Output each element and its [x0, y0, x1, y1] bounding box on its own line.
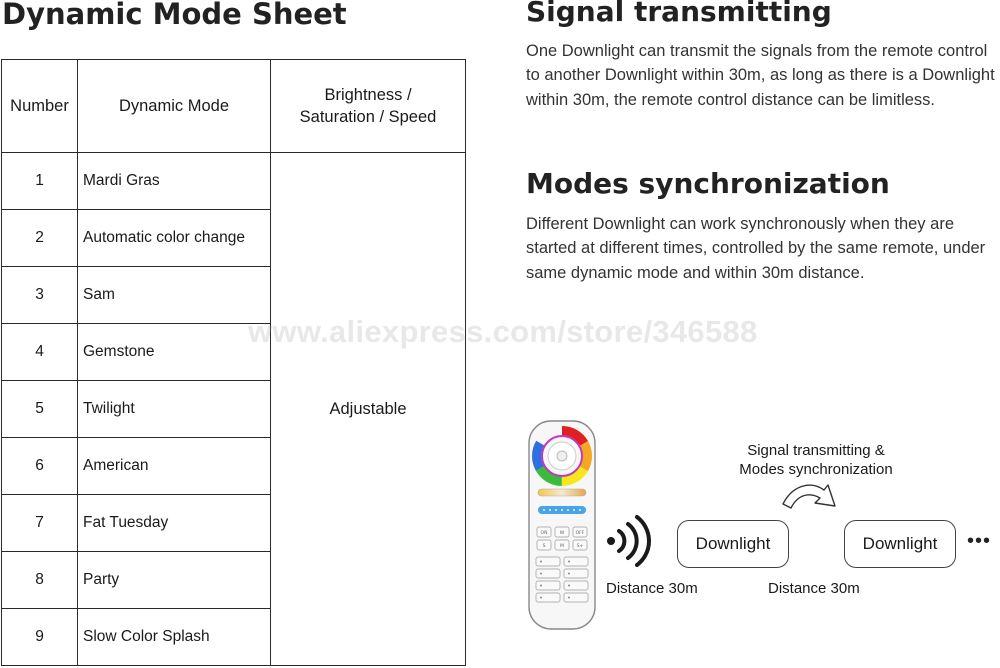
color-temperature-slider [538, 489, 586, 496]
remote-button-off: OFF [575, 531, 585, 536]
modes-synchronization-text: Different Downlight can work synchronously when they are started at different times, controlled by the same remote, under same dynamic mode and within 30m distance. [526, 215, 986, 282]
signal-transmitting-title: Signal transmitting [526, 0, 832, 28]
sheet-title: Dynamic Mode Sheet [2, 0, 347, 31]
row-mode: Gemstone [78, 324, 271, 381]
remote-button-sp: S+ [576, 544, 584, 549]
curved-arrow-icon [780, 478, 842, 520]
row-mode: Sam [78, 267, 271, 324]
downlight-label-1: Downlight [695, 534, 771, 553]
row-number: 3 [2, 267, 78, 324]
row-number: 1 [2, 153, 78, 210]
store-watermark: www.aliexpress.com/store/346588 [248, 314, 758, 349]
downlight-box-1 [677, 520, 789, 568]
remote-button-m: M [560, 544, 564, 549]
row-number: 4 [2, 324, 78, 381]
table-header-row [2, 60, 466, 153]
sync-label [726, 441, 906, 479]
row-number: 2 [2, 210, 78, 267]
row-mode: Twilight [78, 381, 271, 438]
downlight-box-2 [844, 520, 956, 568]
header-settings-line1: Brightness / [324, 86, 412, 104]
header-number: Number [2, 60, 78, 153]
row-mode: American [78, 438, 271, 495]
sync-label-line2: Modes synchronization [739, 461, 893, 478]
remote-button-s: S [542, 544, 546, 549]
header-dynamic-mode: Dynamic Mode [78, 60, 271, 153]
adjustable-cell: Adjustable [271, 153, 466, 666]
remote-button-w: W [559, 531, 565, 536]
row-number: 5 [2, 381, 78, 438]
row-mode: Mardi Gras [78, 153, 271, 210]
remote-button-on: ON [540, 531, 548, 536]
row-number: 6 [2, 438, 78, 495]
row-mode: Fat Tuesday [78, 495, 271, 552]
row-number: 7 [2, 495, 78, 552]
row-mode: Slow Color Splash [78, 609, 271, 666]
row-number: 8 [2, 552, 78, 609]
row-number: 9 [2, 609, 78, 666]
signal-transmitting-text: One Downlight can transmit the signals from the remote control to another Downlight within 30m, as long as there is a Downlight within 30m, the remote control distance can be limitless. [526, 42, 995, 109]
header-brightness-saturation-speed [271, 60, 466, 153]
remote-control-icon [528, 420, 598, 632]
distance-label-1: Distance 30m [606, 580, 698, 597]
row-mode: Party [78, 552, 271, 609]
dynamic-mode-table [1, 59, 466, 666]
header-settings-line2: Saturation / Speed [299, 108, 437, 126]
distance-label-2: Distance 30m [768, 580, 860, 597]
ellipsis-dots: ••• [967, 530, 992, 552]
downlight-label-2: Downlight [862, 534, 938, 553]
modes-synchronization-title: Modes synchronization [526, 167, 890, 200]
sync-label-line1: Signal transmitting & [747, 442, 885, 459]
signal-waves-icon [606, 515, 652, 567]
table-row [2, 153, 466, 210]
row-mode: Automatic color change [78, 210, 271, 267]
